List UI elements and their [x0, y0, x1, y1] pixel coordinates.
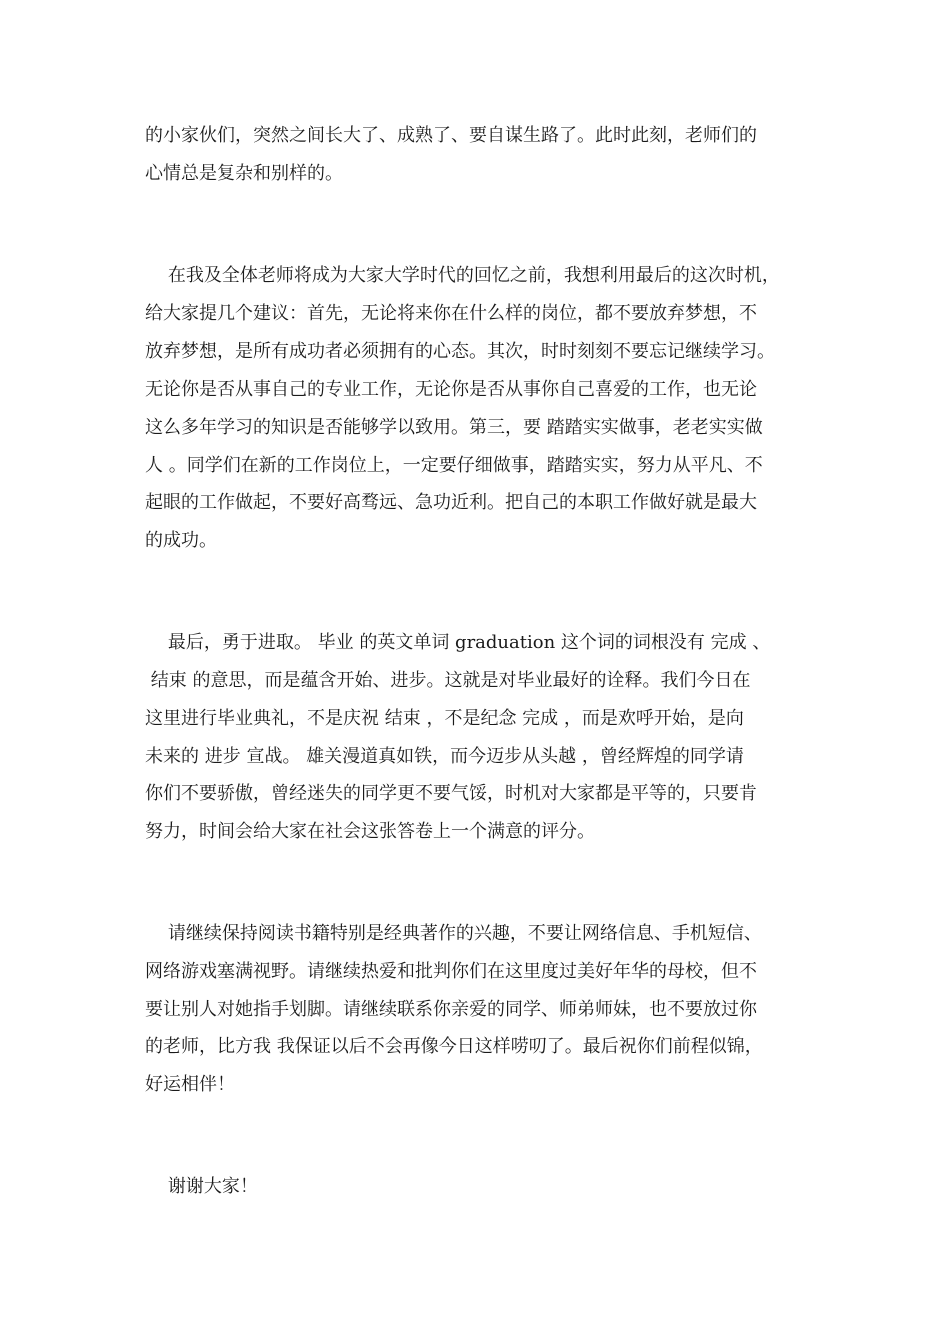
text-line: 未来的 进步 宣战。 雄关漫道真如铁，而今迈步从头越 ，曾经辉煌的同学请 — [145, 746, 744, 767]
text-line: 的小家伙们，突然之间长大了、成熟了、要自谋生路了。此时此刻，老师们的 — [145, 125, 757, 146]
text-line: 这里进行毕业典礼，不是庆祝 结束 ，不是纪念 完成 ，而是欢呼开始，是向 — [145, 708, 744, 729]
text-line: 请继续保持阅读书籍特别是经典著作的兴趣，不要让网络信息、手机短信、 — [145, 923, 762, 944]
text-line: 要让别人对她指手划脚。请继续联系你亲爱的同学、师弟师妹，也不要放过你 — [145, 999, 757, 1020]
text-line: 好运相伴！ — [145, 1074, 235, 1095]
text-line: 在我及全体老师将成为大家大学时代的回忆之前，我想利用最后的这次时机， — [145, 265, 780, 286]
text-line: 心情总是复杂和别样的。 — [145, 163, 343, 184]
text-line: 最后，勇于进取。 毕业 的英文单词 graduation 这个词的词根没有 完成 、 — [145, 632, 771, 653]
text-line: 放弃梦想，是所有成功者必须拥有的心态。其次，时时刻刻不要忘记继续学习。 — [145, 341, 775, 362]
text-line: 你们不要骄傲，曾经迷失的同学更不要气馁，时机对大家都是平等的，只要肯 — [145, 783, 757, 804]
text-line: 给大家提几个建议：首先，无论将来你在什么样的岗位，都不要放弃梦想，不 — [145, 303, 757, 324]
text-line: 的成功。 — [145, 530, 217, 551]
text-line: 的老师，比方我 我保证以后不会再像今日这样唠叨了。最后祝你们前程似锦， — [145, 1036, 763, 1057]
text-line: 这么多年学习的知识是否能够学以致用。第三，要 踏踏实实做事，老老实实做 — [145, 417, 763, 438]
text-line: 起眼的工作做起，不要好高骛远、急功近利。把自己的本职工作做好就是最大 — [145, 492, 757, 513]
text-line: 结束 的意思，而是蕴含开始、进步。这就是对毕业最好的诠释。我们今日在 — [145, 670, 751, 691]
text-line: 努力，时间会给大家在社会这张答卷上一个满意的评分。 — [145, 821, 595, 842]
text-line: 人 。同学们在新的工作岗位上，一定要仔细做事，踏踏实实，努力从平凡、不 — [145, 455, 763, 476]
text-line: 网络游戏塞满视野。请继续热爱和批判你们在这里度过美好年华的母校，但不 — [145, 961, 757, 982]
text-line: 无论你是否从事自己的专业工作，无论你是否从事你自己喜爱的工作，也无论 — [145, 379, 757, 400]
closing-line: 谢谢大家！ — [145, 1176, 258, 1197]
